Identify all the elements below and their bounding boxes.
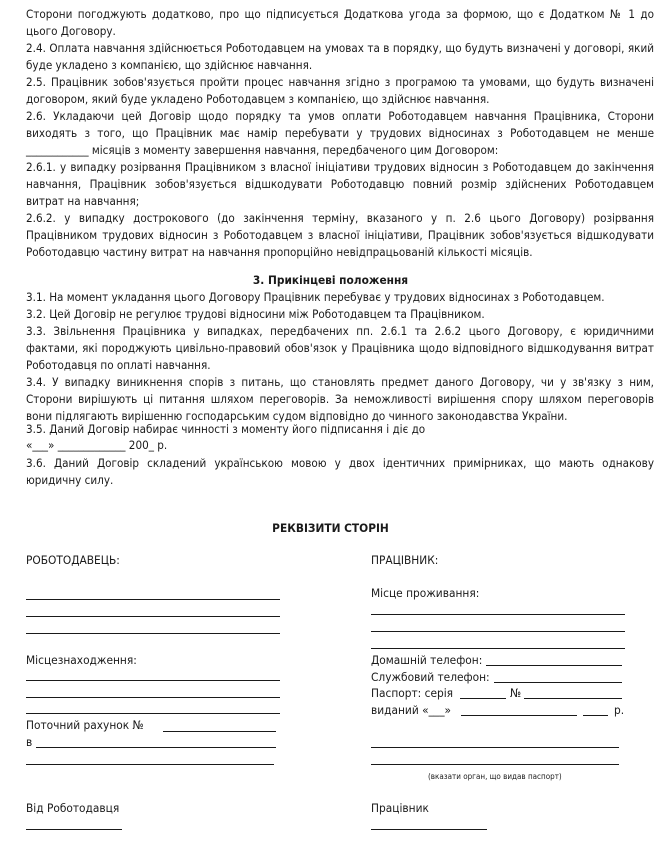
employer-account-label: Поточний рахунок № <box>26 718 144 732</box>
employee-passport-label: Паспорт: серія <box>371 686 454 700</box>
employer-account-line[interactable] <box>163 731 276 732</box>
employer-bank-prefix: в <box>26 735 33 749</box>
employer-name-line-3[interactable] <box>26 633 280 634</box>
paragraph-agreement <box>26 6 654 40</box>
employee-sign-label: Працівник <box>371 801 429 815</box>
employee-passport-number-line[interactable] <box>524 698 622 699</box>
employee-issuer-line-2[interactable] <box>371 764 619 765</box>
employer-signature-line[interactable] <box>26 829 122 830</box>
employer-location-line-3[interactable] <box>26 713 280 714</box>
employee-residence-line-1[interactable] <box>371 614 625 615</box>
section-3-heading: 3. Прикінцеві положення <box>252 273 409 287</box>
paragraph-3-5: 3.5. Даний Договір набирає чинності з моменту його підписання і діє до <box>26 422 426 436</box>
paragraph-2-6-2: 2.6.2. у випадку дострокового (до закінчення терміну, вказаного у п. 2.6 цього Договору) розірвання Працівником трудових відносин з Роботодавцем з власної ініціативи, Працівник зобов'язується відшкодувати Роботодавцю частину витрат на навчання пропорційно невідпрацьованій кількості місяців. <box>26 211 654 260</box>
employee-residence-label: Місце проживання: <box>371 586 480 600</box>
paragraph-3-1: 3.1. На момент укладання цього Договору Працівник перебуває у трудових відносинах з Роботодавцем. <box>26 290 605 304</box>
paragraph-2-5: 2.5. Працівник зобов'язується пройти процес навчання згідно з програмою та умовами, що будуть визначені договором, який буде укладено Роботодавцем з компанією, що здійснює навчання. <box>26 75 654 107</box>
employee-issuer-line-1[interactable] <box>371 747 619 748</box>
employer-bank-line-2[interactable] <box>26 764 274 765</box>
employer-location-label: Місцезнаходження: <box>26 653 137 667</box>
employer-name-line-2[interactable] <box>26 616 280 617</box>
employee-home-phone-label: Домашній телефон: <box>371 653 483 667</box>
employer-name-line-1[interactable] <box>26 599 280 600</box>
employee-issuer-hint: (вказати орган, що видав паспорт) <box>428 772 562 781</box>
employer-location-line-1[interactable] <box>26 680 280 681</box>
employee-issued-date-line[interactable] <box>461 715 577 716</box>
employee-issued-year-line[interactable] <box>583 715 608 716</box>
paragraph-2-4: 2.4. Оплата навчання здійснюється Роботодавцем на умовах та в порядку, що будуть визначені у договорі, який буде укладено з компанією, що здійснює навчання. <box>26 41 654 73</box>
employee-passport-series-line[interactable] <box>460 698 506 699</box>
employee-work-phone-line[interactable] <box>494 682 622 683</box>
validity-date: «___» _____________ 200_ р. <box>26 438 168 452</box>
employee-title: ПРАЦІВНИК: <box>371 553 439 567</box>
employee-issued-year-suffix: р. <box>614 703 625 717</box>
employee-home-phone-line[interactable] <box>486 665 622 666</box>
employee-issued-label: виданий «___» <box>371 703 451 717</box>
employer-bank-line-1[interactable] <box>36 747 276 748</box>
paragraph-2-6-1: 2.6.1. у випадку розірвання Працівником з власної ініціативи трудових відносин з Роботодавцем до закінчення навчання, Працівник зобов'язується відшкодувати Роботодавцю повний розмір здійснених Роботодавцем витрат на навчання; <box>26 160 654 209</box>
paragraph-3-4: 3.4. У випадку виникнення спорів з питань, що становлять предмет даного Договору, чи у зв'язку з ним, Сторони вирішують ці питання шляхом переговорів. За неможливості вирішення спору шляхом переговорів вони підлягають вирішенню господарським судом відповідно до чинного законодавства України. <box>26 375 654 424</box>
employer-title: РОБОТОДАВЕЦЬ: <box>26 553 120 567</box>
paragraph-3-6: 3.6. Даний Договір складений українською мовою у двох ідентичних примірниках, що мають однакову юридичну силу. <box>26 456 654 488</box>
employee-residence-line-2[interactable] <box>371 631 625 632</box>
employer-sign-label: Від Роботодавця <box>26 801 120 815</box>
paragraph-3-2: 3.2. Цей Договір не регулює трудові відносини між Роботодавцем та Працівником. <box>26 307 485 321</box>
employee-signature-line[interactable] <box>371 829 487 830</box>
paragraph-agreement-text: Сторони погоджують додатково, про що підписується Додаткова угода за формою, що є Додатком № 1 до цього Договору. <box>26 7 654 39</box>
employee-work-phone-label: Службовий телефон: <box>371 670 490 684</box>
paragraph-3-3: 3.3. Звільнення Працівника у випадках, передбачених пп. 2.6.1 та 2.6.2 цього Договору, є юридичними фактами, які породжують цивільно-правовий обов'язок у Працівника щодо відповідного відшкодування витрат Роботодавця по оплаті навчання. <box>26 324 654 373</box>
employer-location-line-2[interactable] <box>26 697 280 698</box>
employee-passport-no-label: № <box>510 686 522 700</box>
employee-residence-line-3[interactable] <box>371 648 625 649</box>
paragraph-2-6: 2.6. Укладаючи цей Договір щодо порядку та умов оплати Роботодавцем навчання Працівника, Сторони виходять з того, що Працівник має намір перебувати у трудових відносинах з Роботодавцем не менше ____________ місяців з моменту завершення навчання, передбаченого цим Договором: <box>26 109 654 158</box>
requisites-heading: РЕКВІЗИТИ СТОРІН <box>272 521 389 535</box>
